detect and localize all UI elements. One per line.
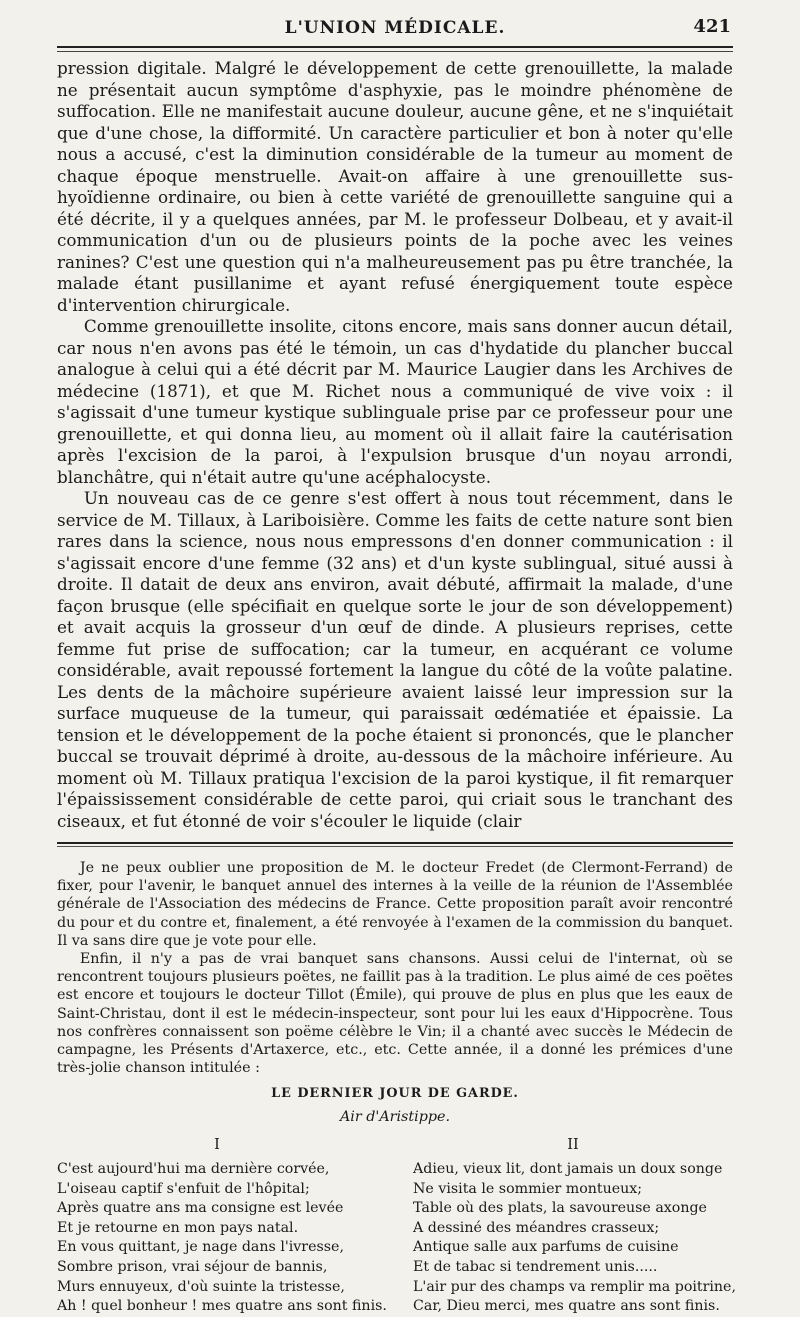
article-paragraph: Comme grenouillette insolite, citons encore, mais sans donner aucun détail, car nous n'en avons pas été le témoin, un cas d'hydatide du plancher buccal analogue à celui qui a été décrit par M. Maurice Laugier dans les Archives de médecine (1871), et que M. Richet nous a communiqué de vive voix : il s'agissait d'une tumeur kystique sublinguale prise par ce professeur pour une grenouillette, et qui donna lieu, au moment où il allait faire la cautérisation après l'excision de la paroi, à l'expulsion brusque d'un noyau arrondi, blanchâtre, qui n'était autre qu'une acéphalocyste. [57,316,733,487]
main-article [57,58,733,832]
feuilleton-paragraph: Enfin, il n'y a pas de vrai banquet sans chansons. Aussi celui de l'internat, où se rencontrent toujours plusieurs poëtes, ne faillit pas à la tradition. Le plus aimé de ces poëtes est encore et toujours le docteur Tillot (Émile), qui prouve de plus en plus que les eaux de Saint-Christau, dont il est le médecin-inspecteur, sont pour lui les eaux d'Hippocrène. Tous nos confrères connaissent son poëme célèbre le Vin; il a chanté avec succès le Médecin de campagne, les Présents d'Artaxerce, etc., etc. Cette année, il a donné les prémices d'une très-jolie chanson intitulée : [57,951,733,1077]
verse-line: Après quatre ans ma consigne est levée [57,1200,344,1217]
stanza-number: I [214,1136,220,1153]
stanza-2 [413,1136,736,1317]
verse-line: Antique salle aux parfums de cuisine [413,1239,679,1256]
verse-line: Ah ! quel bonheur ! mes quatre ans sont finis. [57,1298,387,1315]
verse-line: Murs ennuyeux, d'où suinte la tristesse, [57,1278,345,1295]
journal-page [57,14,736,1315]
page-header [57,14,733,48]
feuilleton-divider [57,842,733,844]
feuilleton-divider-thin [57,846,733,847]
verse-line: L'oiseau captif s'enfuit de l'hôpital; [57,1180,310,1197]
running-title: L'UNION MÉDICALE. [284,18,506,38]
header-rule [57,51,733,52]
verse-line: Sombre prison, vrai séjour de bannis, [57,1259,328,1276]
song-air: Air d'Aristippe. [339,1108,451,1125]
page-number: 421 [693,16,731,37]
stanza-number: II [567,1136,579,1153]
feuilleton [57,859,736,1317]
verse-line: Et de tabac si tendrement unis..... [413,1259,658,1276]
verse-line: Adieu, vieux lit, dont jamais un doux songe [413,1161,723,1178]
verse-line: C'est aujourd'hui ma dernière corvée, [57,1161,330,1178]
verse-line: L'air pur des champs va remplir ma poitrine, [413,1278,736,1295]
feuilleton-paragraph: Je ne peux oublier une proposition de M. le docteur Fredet (de Clermont-Ferrand) de fixer, pour l'avenir, le banquet annuel des internes à la veille de la réunion de l'Assemblée générale de l'Association des médecins de France. Cette proposition paraît avoir rencontré du pour et du contre et, finalement, a été renvoyée à l'examen de la commission du banquet. Il va sans dire que je vote pour elle. [57,860,733,949]
article-paragraph: Un nouveau cas de ce genre s'est offert à nous tout récemment, dans le service de M. Tillaux, à Lariboisière. Comme les faits de cette nature sont bien rares dans la science, nous nous empressons d'en donner communication : il s'agissait encore d'une femme (32 ans) et d'un kyste sublingual, situé aussi à droite. Il datait de deux ans environ, avait débuté, affirmait la malade, d'une façon brusque (elle spécifiait en quelque sorte le jour de son développement) et avait acquis la grosseur d'un œuf de dinde. A plusieurs reprises, cette femme fut prise de suffocation; car la tumeur, en acquérant ce volume considérable, avait repoussé fortement la langue du côté de la voûte palatine. Les dents de la mâchoire supérieure avaient laissé leur impression sur la surface muqueuse de la tumeur, qui paraissait œdématiée et épaissie. La tension et le développement de la poche étaient si prononcés, que le plancher buccal se trouvait déprimé à droite, au-dessous de la mâchoire inférieure. Au moment où M. Tillaux pratiqua l'excision de la paroi kystique, il fit remarquer l'épaississement considérable de cette paroi, qui criait sous le tranchant des ciseaux, et fut étonné de voir s'écouler le liquide (clair [57,488,733,831]
song-stanzas [57,1136,736,1317]
song-title: LE DERNIER JOUR DE GARDE. [271,1086,519,1102]
article-paragraph: pression digitale. Malgré le développement de cette grenouillette, la malade ne présentait aucun symptôme d'asphyxie, pas le moindre phénomène de suffocation. Elle ne manifestait aucune douleur, aucune gêne, et ne s'inquiétait que d'une chose, la difformité. Un caractère particulier et bon à noter qu'elle nous a accusé, c'est la diminution considérable de la tumeur au moment de chaque époque menstruelle. Avait-on affaire à une grenouillette sus-hyoïdienne ordinaire, ou bien à cette variété de grenouillette sanguine qui a été décrite, il y a quelques années, par M. le professeur Dolbeau, et y avait-il communication d'un ou de plusieurs points de la poche avec les veines ranines? C'est une question qui n'a malheureusement pas pu être tranchée, la malade étant pusillanime et ayant refusé énergiquement toute espèce d'intervention chirurgicale. [57,58,733,315]
verse-line: Et je retourne en mon pays natal. [57,1219,299,1236]
verse-line: En vous quittant, je nage dans l'ivresse, [57,1239,344,1256]
stanza-1 [57,1136,387,1317]
verse-line: A dessiné des méandres crasseux; [413,1219,660,1236]
verse-line: Ne visita le sommier montueux; [413,1180,643,1197]
verse-line: Table où des plats, la savoureuse axonge [413,1200,707,1217]
verse-line: Car, Dieu merci, mes quatre ans sont finis. [413,1298,720,1315]
